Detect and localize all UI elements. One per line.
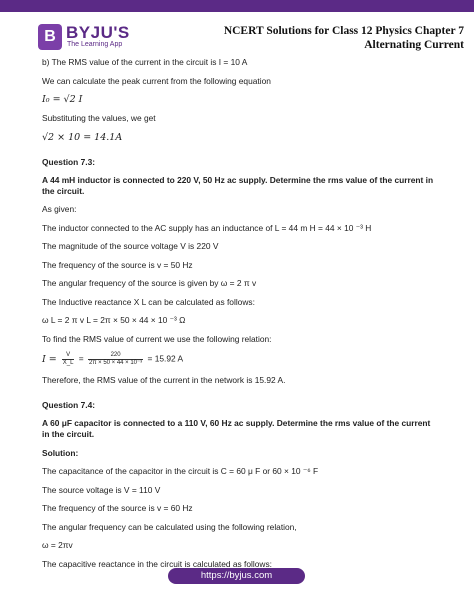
question-7-3-text: A 44 mH inductor is connected to 220 V, 50 Hz ac supply. Determine the rms value of the current in the circuit. [42, 174, 434, 196]
paragraph: The frequency of the source is v = 60 Hz [42, 503, 193, 513]
eq-result: = 15.92 A [147, 353, 184, 364]
paragraph: The angular frequency can be calculated using the following relation, [42, 521, 297, 532]
eq-fraction-values [88, 352, 143, 367]
paragraph: The inductor connected to the AC supply has an inductance of L = 44 m H = 44 × 10 ⁻³ H [42, 222, 372, 233]
logo-mark-icon: B [38, 24, 62, 50]
paragraph: The magnitude of the source voltage V is 220 V [42, 241, 219, 251]
solution-label: Solution: [42, 447, 79, 458]
question-7-4-title: Question 7.4: [42, 400, 96, 410]
logo-tagline: The Learning App [67, 41, 123, 48]
eq-numerator: 220 [88, 352, 143, 360]
equation-rms-current [42, 352, 436, 367]
paragraph: The angular frequency of the source is given by ω = 2 π v [42, 278, 257, 288]
equation-peak-current: I₀ = √2 I [42, 94, 83, 105]
eq-equals: = [78, 353, 86, 364]
paragraph: Substituting the values, we get [42, 113, 156, 123]
paragraph: The source voltage is V = 110 V [42, 484, 161, 495]
paragraph: The frequency of the source is v = 50 Hz [42, 259, 193, 270]
paragraph: The capacitance of the capacitor in the circuit is C = 60 μ F or 60 × 10 ⁻⁶ F [42, 466, 319, 476]
document-title [164, 24, 464, 52]
logo-name: BYJU'S [66, 23, 130, 42]
document-body [42, 57, 436, 577]
eq-numerator: V [62, 352, 75, 360]
top-brand-bar [0, 0, 474, 12]
paragraph: ω = 2πv [42, 540, 73, 550]
question-7-3-title: Question 7.3: [42, 156, 96, 167]
eq-fraction-v-over-xl [62, 352, 75, 367]
eq-denominator: X_L [62, 360, 74, 366]
paragraph: To find the RMS value of current we use the following relation: [42, 333, 272, 344]
paragraph: The capacitive reactance in the circuit is calculated as follows: [42, 558, 272, 569]
paragraph: As given: [42, 204, 77, 214]
title-line-2: Alternating Current [364, 39, 464, 51]
question-7-4-text: A 60 μF capacitor is connected to a 110 V, 60 Hz ac supply. Determine the rms value of the current in the circuit. [42, 418, 431, 439]
eq-lhs: I = [42, 353, 60, 365]
paragraph: b) The RMS value of the current in the circuit is I = 10 A [42, 57, 248, 67]
byjus-logo [38, 24, 138, 52]
footer-url-link[interactable]: https://byjus.com [168, 568, 305, 584]
title-line-1: NCERT Solutions for Class 12 Physics Chapter 7 [223, 25, 464, 37]
paragraph: Therefore, the RMS value of the current in the network is 15.92 A. [42, 375, 286, 385]
equation-substitution: √2 × 10 = 14.1A [42, 131, 123, 143]
paragraph: We can calculate the peak current from the following equation [42, 75, 271, 86]
eq-denominator: 2π × 50 × 44 × 10⁻³ [89, 360, 143, 366]
paragraph: ω L = 2 π v L = 2π × 50 × 44 × 10 ⁻³ Ω [42, 315, 186, 325]
paragraph: The Inductive reactance X L can be calculated as follows: [42, 296, 255, 307]
